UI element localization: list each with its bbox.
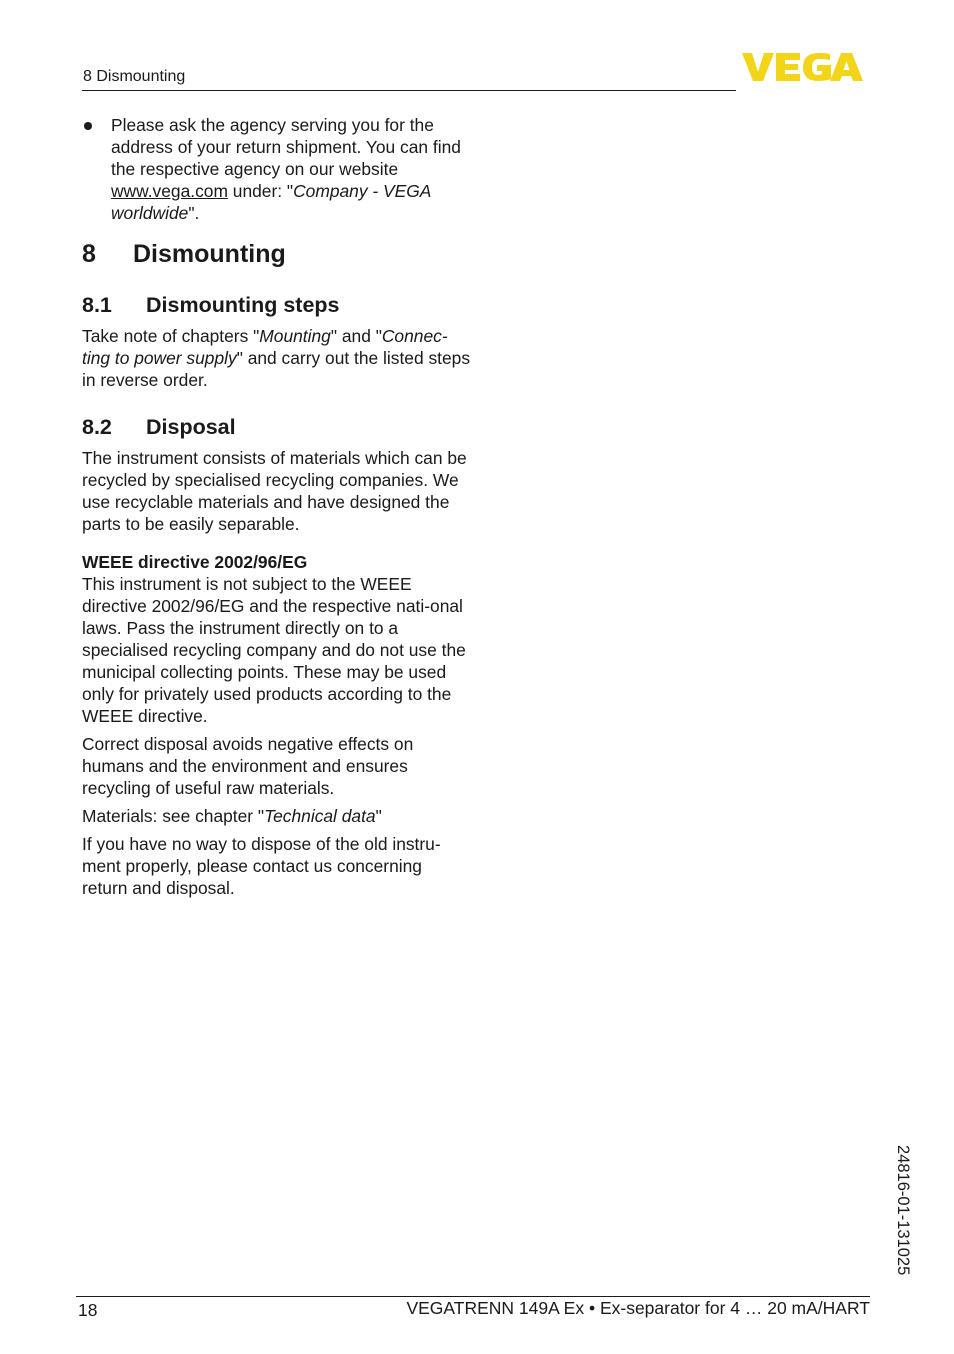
paragraph: The instrument consists of materials which can be recycled by specialised recycling companies. We use recyclable materials and have designed the parts to be easily separable. — [82, 448, 467, 534]
section-number: 8.2 — [82, 415, 112, 439]
logo-letter-v — [742, 53, 774, 81]
section-8-2-body — [82, 447, 472, 899]
chapter-reference: Connec-ting to power supply — [82, 326, 448, 368]
bullet-icon — [84, 122, 92, 130]
section-8-1-body — [82, 325, 472, 391]
section-8-2-heading — [82, 415, 236, 440]
logo-letter-g — [803, 53, 831, 81]
logo-letter-e — [776, 53, 800, 81]
text-part: " and carry out the listed steps in reverse order. — [82, 348, 471, 390]
paragraph: This instrument is not subject to the WEEE directive 2002/96/EG and the respective nati-onal laws. Pass the instrument directly on to a specialised recycling company and do not use the municipal collecting points. These may be used only for privately used products according to the WEEE directive. — [82, 574, 466, 726]
section-8-1-heading — [82, 293, 340, 318]
return-shipment-note — [82, 114, 472, 224]
website-link[interactable]: www.vega.com — [111, 181, 228, 201]
footer-title: VEGATRENN 149A Ex • Ex-separator for 4 … 20 mA/HART — [406, 1298, 870, 1318]
chapter-heading — [82, 240, 286, 269]
chapter-reference: Technical data — [264, 806, 376, 826]
footer-rule — [76, 1296, 870, 1297]
paragraph — [82, 805, 472, 827]
section-number: 8.1 — [82, 293, 112, 317]
vega-logo — [742, 51, 872, 83]
logo-letter-a — [830, 53, 863, 81]
text-part: " and " — [330, 326, 382, 346]
text-part: Take note of chapters " — [82, 326, 260, 346]
bullet-text-part: under: " — [227, 181, 294, 201]
bullet-emphasis: Company - VEGA worldwide — [111, 181, 431, 223]
weee-heading: WEEE directive 2002/96/EG — [82, 552, 308, 572]
bullet-text-part: ". — [188, 203, 200, 223]
text-part: Materials: see chapter " — [82, 806, 265, 826]
paragraph — [82, 325, 472, 391]
paragraph: If you have no way to dispose of the old instru-ment properly, please contact us concerning return and disposal. — [82, 834, 441, 898]
page-number: 18 — [78, 1300, 98, 1320]
chapter-number: 8 — [82, 240, 96, 268]
chapter-title: Dismounting — [133, 240, 286, 268]
bullet-text-part: Please ask the agency serving you for the address of your return shipment. You can find the respective agency on our website — [111, 115, 461, 179]
bullet-text — [111, 114, 472, 224]
text-part: " — [375, 806, 382, 826]
paragraph: Correct disposal avoids negative effects on humans and the environment and ensures recycling of useful raw materials. — [82, 734, 414, 798]
header-rule — [82, 90, 736, 91]
document-code: 24816-01-131025 — [894, 1145, 912, 1276]
chapter-reference: Mounting — [259, 326, 331, 346]
section-title: Dismounting steps — [146, 293, 340, 317]
section-title: Disposal — [146, 415, 236, 439]
running-header: 8 Dismounting — [83, 68, 186, 85]
